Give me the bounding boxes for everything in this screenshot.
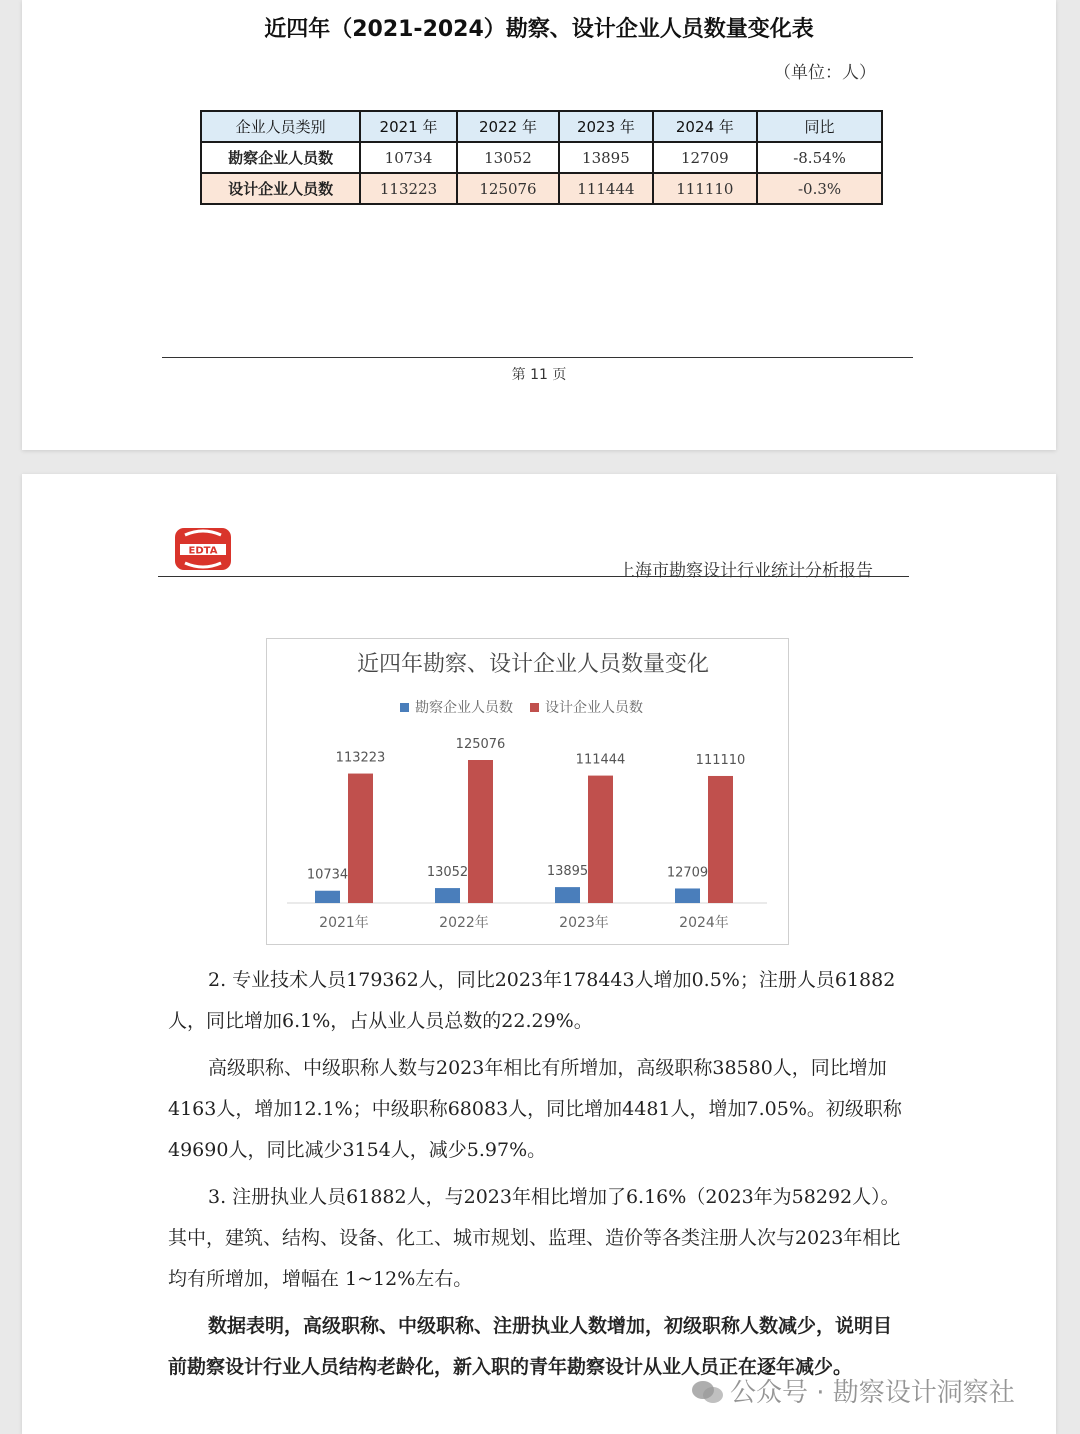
- paragraph: 高级职称、中级职称人数与2023年相比有所增加，高级职称38580人，同比增加4163人，增加12.1%；中级职称68083人，同比增加4481人，增加7.05%。初级职称49690人，同比减少3154人，减少5.97%。: [168, 1057, 902, 1161]
- chart-title: 近四年勘察、设计企业人员数量变化: [356, 652, 710, 677]
- chart-legend: [400, 699, 643, 716]
- data-label-survey-4: 12709: [666, 865, 709, 881]
- report-page-11: [22, 0, 1056, 450]
- legend-label-survey: 勘察企业人员数: [415, 700, 513, 716]
- unit-note: （单位：人）: [774, 63, 876, 83]
- table-cell: 12709: [653, 142, 758, 173]
- table-header-cell: 2021 年: [360, 111, 456, 142]
- bar-survey-3: [555, 887, 580, 903]
- table-header-row: [201, 111, 882, 142]
- table-header-cell: 同比: [757, 111, 882, 142]
- watermark-text: 公众号 · 勘察设计洞察社: [730, 1378, 1015, 1408]
- watermark: [690, 1372, 1015, 1409]
- table-cell: 125076: [457, 173, 560, 204]
- footer-divider: [162, 357, 913, 358]
- table-cell: 10734: [360, 142, 456, 173]
- table-cell: 111444: [559, 173, 652, 204]
- bar-survey-1: [315, 891, 340, 903]
- table-header-cell: 2024 年: [653, 111, 758, 142]
- data-label-survey-1: 10734: [306, 867, 349, 883]
- table-cell: 111110: [653, 173, 758, 204]
- table-title: 近四年（2021-2024）勘察、设计企业人员数量变化表: [264, 17, 814, 42]
- table-row-label: 勘察企业人员数: [201, 142, 360, 173]
- table-header-cell: 2023 年: [559, 111, 652, 142]
- data-label-design-2: 125076: [455, 737, 506, 752]
- paragraph: 3. 注册执业人员61882人，与2023年相比增加了6.16%（2023年为58292人）。其中，建筑、结构、设备、化工、城市规划、监理、造价等各类注册人次与2023年相比均有所增加，增幅在 1~12%左右。: [168, 1186, 901, 1290]
- paragraph-conclusion: 数据表明，高级职称、中级职称、注册执业人数增加，初级职称人数减少，说明目前勘察设计行业人员结构老龄化，新入职的青年勘察设计从业人员正在逐年减少。: [168, 1315, 893, 1378]
- table-cell: 13052: [457, 142, 560, 173]
- body-text: [168, 960, 908, 1388]
- table-cell: 13895: [559, 142, 652, 173]
- logo-text: EDTA: [188, 545, 218, 557]
- legend-swatch-survey: [400, 703, 409, 712]
- table-header-cell: 2022 年: [457, 111, 560, 142]
- table-row: [201, 173, 882, 204]
- bar-design-2: [468, 760, 493, 903]
- edta-logo: [173, 526, 233, 572]
- bar-design-3: [588, 776, 613, 903]
- table-row-label: 设计企业人员数: [201, 173, 360, 204]
- legend-swatch-design: [530, 703, 539, 712]
- table-cell: -0.3%: [757, 173, 882, 204]
- x-tick-label: 2022年: [439, 915, 489, 931]
- page-number: 第 11 页: [511, 367, 567, 383]
- x-tick-label: 2021年: [319, 915, 369, 931]
- wechat-icon: [690, 1379, 724, 1405]
- table-row: [201, 142, 882, 173]
- personnel-table: [200, 110, 883, 205]
- table-cell: 113223: [360, 173, 456, 204]
- report-page-12: [22, 474, 1056, 1434]
- report-header: 上海市勘察设计行业统计分析报告: [618, 561, 873, 581]
- personnel-bar-chart: [266, 638, 789, 945]
- data-label-survey-3: 13895: [546, 864, 589, 880]
- x-tick-label: 2024年: [679, 915, 729, 931]
- header-divider: [158, 576, 909, 577]
- bar-survey-4: [675, 888, 700, 903]
- chart-svg: [267, 639, 788, 944]
- data-label-design-1: 113223: [335, 750, 386, 766]
- table-cell: -8.54%: [757, 142, 882, 173]
- paragraph: 2. 专业技术人员179362人，同比2023年178443人增加0.5%；注册人员61882人，同比增加6.1%，占从业人员总数的22.29%。: [168, 969, 896, 1032]
- bar-design-1: [348, 774, 373, 903]
- bar-design-4: [708, 776, 733, 903]
- chart-marks: [307, 737, 746, 931]
- table-header-cell: 企业人员类别: [201, 111, 360, 142]
- data-label-design-3: 111444: [575, 752, 626, 768]
- bar-survey-2: [435, 888, 460, 903]
- data-label-survey-2: 13052: [426, 865, 469, 881]
- x-tick-label: 2023年: [559, 915, 609, 931]
- data-label-design-4: 111110: [695, 752, 746, 768]
- legend-label-design: 设计企业人员数: [545, 700, 643, 716]
